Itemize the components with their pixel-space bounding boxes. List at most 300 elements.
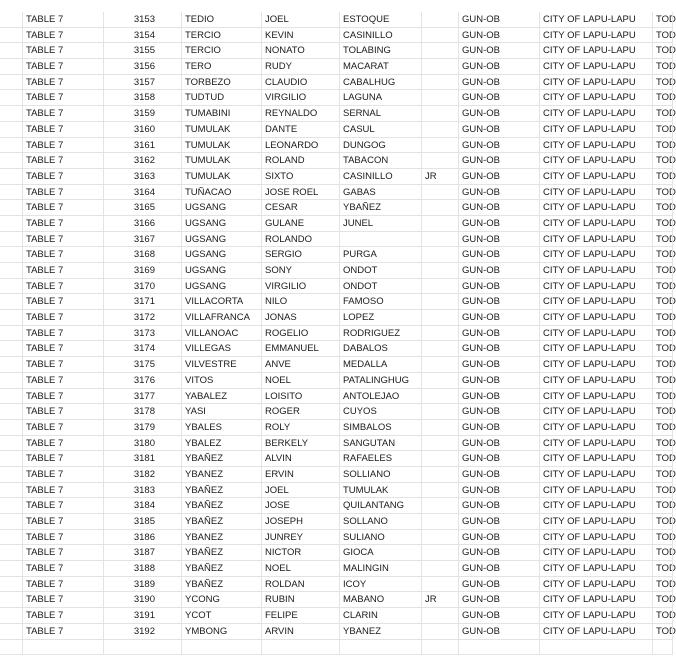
district-cell[interactable]: TOD [652,75,673,90]
district-cell[interactable]: TOD [652,373,673,388]
suffix-cell[interactable] [421,341,458,356]
surname-cell[interactable]: VILVESTRE [181,357,261,372]
district-cell[interactable]: TOD [652,122,673,137]
first-name-cell[interactable]: ARVIN [261,624,339,639]
district-cell[interactable]: TOD [652,263,673,278]
suffix-cell[interactable] [421,420,458,435]
surname-cell[interactable]: TERCIO [181,43,261,58]
city-cell[interactable]: CITY OF LAPU-LAPU [539,200,652,215]
first-name-cell[interactable]: NICTOR [261,545,339,560]
barangay-cell[interactable]: GUN-OB [458,389,539,404]
number-cell[interactable]: 3191 [103,608,181,623]
city-cell[interactable]: CITY OF LAPU-LAPU [539,106,652,121]
barangay-cell[interactable]: GUN-OB [458,12,539,27]
middle-name-cell[interactable] [339,232,421,247]
middle-name-cell[interactable]: DUNGOG [339,138,421,153]
middle-name-cell[interactable]: MEDALLA [339,357,421,372]
suffix-cell[interactable] [421,389,458,404]
number-cell[interactable]: 3154 [103,28,181,43]
barangay-cell[interactable]: GUN-OB [458,483,539,498]
table-cell[interactable] [22,640,103,655]
number-cell[interactable]: 3158 [103,90,181,105]
number-cell[interactable]: 3176 [103,373,181,388]
barangay-cell[interactable]: GUN-OB [458,592,539,607]
city-cell[interactable]: CITY OF LAPU-LAPU [539,263,652,278]
barangay-cell[interactable]: GUN-OB [458,357,539,372]
number-cell[interactable]: 3184 [103,498,181,513]
table-cell[interactable]: TABLE 7 [22,373,103,388]
first-name-cell[interactable]: VIRGILIO [261,279,339,294]
barangay-cell[interactable]: GUN-OB [458,404,539,419]
suffix-cell[interactable] [421,467,458,482]
table-cell[interactable]: TABLE 7 [22,326,103,341]
number-cell[interactable]: 3163 [103,169,181,184]
surname-cell[interactable]: TEDIO [181,12,261,27]
city-cell[interactable]: CITY OF LAPU-LAPU [539,59,652,74]
suffix-cell[interactable]: JR [421,169,458,184]
suffix-cell[interactable] [421,530,458,545]
middle-name-cell[interactable]: CASINILLO [339,169,421,184]
city-cell[interactable]: CITY OF LAPU-LAPU [539,232,652,247]
suffix-cell[interactable] [421,28,458,43]
surname-cell[interactable]: YBANEZ [181,467,261,482]
surname-cell[interactable]: UGSANG [181,216,261,231]
middle-name-cell[interactable]: DABALOS [339,341,421,356]
barangay-cell[interactable]: GUN-OB [458,545,539,560]
district-cell[interactable]: TOD [652,12,673,27]
table-cell[interactable]: TABLE 7 [22,200,103,215]
middle-name-cell[interactable]: ONDOT [339,279,421,294]
number-cell[interactable]: 3173 [103,326,181,341]
suffix-cell[interactable] [421,185,458,200]
barangay-cell[interactable] [458,640,539,655]
suffix-cell[interactable] [421,153,458,168]
district-cell[interactable]: TOD [652,153,673,168]
first-name-cell[interactable]: SIXTO [261,169,339,184]
barangay-cell[interactable]: GUN-OB [458,216,539,231]
first-name-cell[interactable]: EMMANUEL [261,341,339,356]
number-cell[interactable]: 3183 [103,483,181,498]
city-cell[interactable]: CITY OF LAPU-LAPU [539,592,652,607]
suffix-cell[interactable] [421,247,458,262]
barangay-cell[interactable]: GUN-OB [458,467,539,482]
suffix-cell[interactable] [421,279,458,294]
district-cell[interactable]: TOD [652,138,673,153]
middle-name-cell[interactable]: CUYOS [339,404,421,419]
barangay-cell[interactable]: GUN-OB [458,561,539,576]
city-cell[interactable]: CITY OF LAPU-LAPU [539,279,652,294]
middle-name-cell[interactable]: YBANEZ [339,624,421,639]
barangay-cell[interactable]: GUN-OB [458,106,539,121]
suffix-cell[interactable]: JR [421,592,458,607]
district-cell[interactable]: TOD [652,200,673,215]
surname-cell[interactable]: UGSANG [181,232,261,247]
barangay-cell[interactable]: GUN-OB [458,294,539,309]
first-name-cell[interactable]: JOSE [261,498,339,513]
middle-name-cell[interactable]: SIMBALOS [339,420,421,435]
number-cell[interactable]: 3177 [103,389,181,404]
suffix-cell[interactable] [421,483,458,498]
surname-cell[interactable]: YCOT [181,608,261,623]
city-cell[interactable] [539,640,652,655]
city-cell[interactable]: CITY OF LAPU-LAPU [539,436,652,451]
table-cell[interactable]: TABLE 7 [22,467,103,482]
surname-cell[interactable]: YBAÑEZ [181,545,261,560]
table-cell[interactable]: TABLE 7 [22,169,103,184]
surname-cell[interactable]: UGSANG [181,279,261,294]
surname-cell[interactable]: YCONG [181,592,261,607]
first-name-cell[interactable]: REYNALDO [261,106,339,121]
barangay-cell[interactable]: GUN-OB [458,200,539,215]
surname-cell[interactable]: TUMULAK [181,122,261,137]
first-name-cell[interactable]: ROLDAN [261,577,339,592]
district-cell[interactable]: TOD [652,577,673,592]
city-cell[interactable]: CITY OF LAPU-LAPU [539,28,652,43]
table-cell[interactable]: TABLE 7 [22,12,103,27]
district-cell[interactable]: TOD [652,294,673,309]
district-cell[interactable]: TOD [652,28,673,43]
middle-name-cell[interactable]: RODRIGUEZ [339,326,421,341]
middle-name-cell[interactable]: GABAS [339,185,421,200]
table-cell[interactable]: TABLE 7 [22,436,103,451]
number-cell[interactable]: 3171 [103,294,181,309]
suffix-cell[interactable] [421,138,458,153]
city-cell[interactable]: CITY OF LAPU-LAPU [539,608,652,623]
middle-name-cell[interactable]: TOLABING [339,43,421,58]
barangay-cell[interactable]: GUN-OB [458,420,539,435]
barangay-cell[interactable]: GUN-OB [458,59,539,74]
middle-name-cell[interactable]: FAMOSO [339,294,421,309]
table-cell[interactable]: TABLE 7 [22,310,103,325]
city-cell[interactable]: CITY OF LAPU-LAPU [539,530,652,545]
first-name-cell[interactable]: CLAUDIO [261,75,339,90]
middle-name-cell[interactable]: CABALHUG [339,75,421,90]
surname-cell[interactable]: UGSANG [181,263,261,278]
first-name-cell[interactable] [261,640,339,655]
suffix-cell[interactable] [421,43,458,58]
surname-cell[interactable]: YBANEZ [181,530,261,545]
barangay-cell[interactable]: GUN-OB [458,436,539,451]
surname-cell[interactable]: UGSANG [181,247,261,262]
district-cell[interactable]: TOD [652,420,673,435]
number-cell[interactable]: 3162 [103,153,181,168]
number-cell[interactable]: 3189 [103,577,181,592]
table-cell[interactable]: TABLE 7 [22,232,103,247]
suffix-cell[interactable] [421,200,458,215]
barangay-cell[interactable]: GUN-OB [458,75,539,90]
barangay-cell[interactable]: GUN-OB [458,310,539,325]
barangay-cell[interactable]: GUN-OB [458,247,539,262]
number-cell[interactable]: 3181 [103,451,181,466]
suffix-cell[interactable] [421,106,458,121]
barangay-cell[interactable]: GUN-OB [458,138,539,153]
suffix-cell[interactable] [421,451,458,466]
number-cell[interactable]: 3166 [103,216,181,231]
first-name-cell[interactable]: ERVIN [261,467,339,482]
district-cell[interactable]: TOD [652,451,673,466]
surname-cell[interactable]: TUMULAK [181,169,261,184]
suffix-cell[interactable] [421,122,458,137]
middle-name-cell[interactable]: ESTOQUE [339,12,421,27]
city-cell[interactable]: CITY OF LAPU-LAPU [539,357,652,372]
surname-cell[interactable]: YBAÑEZ [181,498,261,513]
first-name-cell[interactable]: JONAS [261,310,339,325]
city-cell[interactable]: CITY OF LAPU-LAPU [539,545,652,560]
surname-cell[interactable]: TUÑACAO [181,185,261,200]
barangay-cell[interactable]: GUN-OB [458,28,539,43]
surname-cell[interactable]: TORBEZO [181,75,261,90]
barangay-cell[interactable]: GUN-OB [458,43,539,58]
middle-name-cell[interactable]: CASUL [339,122,421,137]
district-cell[interactable]: TOD [652,43,673,58]
table-cell[interactable]: TABLE 7 [22,530,103,545]
barangay-cell[interactable]: GUN-OB [458,451,539,466]
surname-cell[interactable]: YBALES [181,420,261,435]
table-cell[interactable]: TABLE 7 [22,43,103,58]
table-cell[interactable]: TABLE 7 [22,357,103,372]
first-name-cell[interactable]: ROGER [261,404,339,419]
table-cell[interactable]: TABLE 7 [22,498,103,513]
surname-cell[interactable]: UGSANG [181,200,261,215]
city-cell[interactable]: CITY OF LAPU-LAPU [539,138,652,153]
table-cell[interactable]: TABLE 7 [22,279,103,294]
number-cell[interactable]: 3185 [103,514,181,529]
city-cell[interactable]: CITY OF LAPU-LAPU [539,514,652,529]
suffix-cell[interactable] [421,12,458,27]
number-cell[interactable]: 3179 [103,420,181,435]
middle-name-cell[interactable]: CLARIN [339,608,421,623]
district-cell[interactable]: TOD [652,545,673,560]
city-cell[interactable]: CITY OF LAPU-LAPU [539,561,652,576]
district-cell[interactable]: TOD [652,326,673,341]
table-cell[interactable]: TABLE 7 [22,624,103,639]
number-cell[interactable]: 3161 [103,138,181,153]
city-cell[interactable]: CITY OF LAPU-LAPU [539,90,652,105]
district-cell[interactable]: TOD [652,185,673,200]
table-cell[interactable]: TABLE 7 [22,420,103,435]
number-cell[interactable]: 3180 [103,436,181,451]
first-name-cell[interactable]: SONY [261,263,339,278]
barangay-cell[interactable]: GUN-OB [458,90,539,105]
barangay-cell[interactable]: GUN-OB [458,232,539,247]
suffix-cell[interactable] [421,90,458,105]
number-cell[interactable]: 3164 [103,185,181,200]
table-cell[interactable]: TABLE 7 [22,608,103,623]
number-cell[interactable]: 3178 [103,404,181,419]
district-cell[interactable] [652,640,673,655]
first-name-cell[interactable]: ROLAND [261,153,339,168]
middle-name-cell[interactable]: QUILANTANG [339,498,421,513]
number-cell[interactable]: 3186 [103,530,181,545]
number-cell[interactable]: 3187 [103,545,181,560]
middle-name-cell[interactable]: MACARAT [339,59,421,74]
table-cell[interactable]: TABLE 7 [22,577,103,592]
number-cell[interactable]: 3160 [103,122,181,137]
suffix-cell[interactable] [421,232,458,247]
first-name-cell[interactable]: NILO [261,294,339,309]
district-cell[interactable]: TOD [652,592,673,607]
table-cell[interactable]: TABLE 7 [22,341,103,356]
number-cell[interactable]: 3182 [103,467,181,482]
suffix-cell[interactable] [421,545,458,560]
surname-cell[interactable]: VILLACORTA [181,294,261,309]
barangay-cell[interactable]: GUN-OB [458,514,539,529]
table-cell[interactable]: TABLE 7 [22,294,103,309]
city-cell[interactable]: CITY OF LAPU-LAPU [539,577,652,592]
city-cell[interactable]: CITY OF LAPU-LAPU [539,43,652,58]
district-cell[interactable]: TOD [652,498,673,513]
middle-name-cell[interactable]: YBAÑEZ [339,200,421,215]
suffix-cell[interactable] [421,608,458,623]
district-cell[interactable]: TOD [652,279,673,294]
number-cell[interactable]: 3190 [103,592,181,607]
first-name-cell[interactable]: KEVIN [261,28,339,43]
middle-name-cell[interactable]: PATALINGHUG [339,373,421,388]
first-name-cell[interactable]: JOEL [261,12,339,27]
first-name-cell[interactable]: ANVE [261,357,339,372]
surname-cell[interactable]: YBAÑEZ [181,483,261,498]
barangay-cell[interactable]: GUN-OB [458,373,539,388]
middle-name-cell[interactable]: JUNEL [339,216,421,231]
number-cell[interactable]: 3192 [103,624,181,639]
table-cell[interactable]: TABLE 7 [22,404,103,419]
suffix-cell[interactable] [421,577,458,592]
city-cell[interactable]: CITY OF LAPU-LAPU [539,153,652,168]
first-name-cell[interactable]: VIRGILIO [261,90,339,105]
middle-name-cell[interactable]: ONDOT [339,263,421,278]
first-name-cell[interactable]: NOEL [261,561,339,576]
suffix-cell[interactable] [421,294,458,309]
first-name-cell[interactable]: ROLY [261,420,339,435]
surname-cell[interactable]: VITOS [181,373,261,388]
first-name-cell[interactable]: JOSEPH [261,514,339,529]
barangay-cell[interactable]: GUN-OB [458,326,539,341]
city-cell[interactable]: CITY OF LAPU-LAPU [539,169,652,184]
table-cell[interactable]: TABLE 7 [22,561,103,576]
suffix-cell[interactable] [421,59,458,74]
middle-name-cell[interactable]: SOLLANO [339,514,421,529]
district-cell[interactable]: TOD [652,310,673,325]
district-cell[interactable]: TOD [652,624,673,639]
barangay-cell[interactable]: GUN-OB [458,185,539,200]
first-name-cell[interactable]: NONATO [261,43,339,58]
middle-name-cell[interactable]: PURGA [339,247,421,262]
suffix-cell[interactable] [421,498,458,513]
barangay-cell[interactable]: GUN-OB [458,608,539,623]
district-cell[interactable]: TOD [652,59,673,74]
first-name-cell[interactable]: GULANE [261,216,339,231]
number-cell[interactable]: 3170 [103,279,181,294]
first-name-cell[interactable]: ALVIN [261,451,339,466]
table-cell[interactable]: TABLE 7 [22,451,103,466]
suffix-cell[interactable] [421,216,458,231]
city-cell[interactable]: CITY OF LAPU-LAPU [539,216,652,231]
middle-name-cell[interactable]: ICOY [339,577,421,592]
surname-cell[interactable]: TUMABINI [181,106,261,121]
barangay-cell[interactable]: GUN-OB [458,577,539,592]
surname-cell[interactable]: YBAÑEZ [181,514,261,529]
city-cell[interactable]: CITY OF LAPU-LAPU [539,420,652,435]
district-cell[interactable]: TOD [652,404,673,419]
number-cell[interactable]: 3153 [103,12,181,27]
table-cell[interactable]: TABLE 7 [22,122,103,137]
city-cell[interactable]: CITY OF LAPU-LAPU [539,326,652,341]
district-cell[interactable]: TOD [652,389,673,404]
first-name-cell[interactable]: SERGIO [261,247,339,262]
surname-cell[interactable]: TUDTUD [181,90,261,105]
surname-cell[interactable]: TUMULAK [181,153,261,168]
number-cell[interactable]: 3157 [103,75,181,90]
number-cell[interactable]: 3174 [103,341,181,356]
table-cell[interactable]: TABLE 7 [22,28,103,43]
district-cell[interactable]: TOD [652,106,673,121]
surname-cell[interactable]: YBAÑEZ [181,561,261,576]
barangay-cell[interactable]: GUN-OB [458,279,539,294]
first-name-cell[interactable]: LOISITO [261,389,339,404]
surname-cell[interactable]: VILLAFRANCA [181,310,261,325]
first-name-cell[interactable]: ROLANDO [261,232,339,247]
surname-cell[interactable]: VILLANOAC [181,326,261,341]
middle-name-cell[interactable]: CASINILLO [339,28,421,43]
barangay-cell[interactable]: GUN-OB [458,624,539,639]
table-cell[interactable]: TABLE 7 [22,185,103,200]
table-cell[interactable]: TABLE 7 [22,59,103,74]
first-name-cell[interactable]: RUDY [261,59,339,74]
first-name-cell[interactable]: RUBIN [261,592,339,607]
number-cell[interactable]: 3168 [103,247,181,262]
table-cell[interactable]: TABLE 7 [22,216,103,231]
middle-name-cell[interactable]: TABACON [339,153,421,168]
table-cell[interactable]: TABLE 7 [22,138,103,153]
table-cell[interactable]: TABLE 7 [22,389,103,404]
barangay-cell[interactable]: GUN-OB [458,153,539,168]
table-cell[interactable]: TABLE 7 [22,545,103,560]
barangay-cell[interactable]: GUN-OB [458,530,539,545]
number-cell[interactable]: 3156 [103,59,181,74]
middle-name-cell[interactable]: SERNAL [339,106,421,121]
number-cell[interactable]: 3172 [103,310,181,325]
district-cell[interactable]: TOD [652,90,673,105]
first-name-cell[interactable]: BERKELY [261,436,339,451]
table-cell[interactable]: TABLE 7 [22,90,103,105]
city-cell[interactable]: CITY OF LAPU-LAPU [539,467,652,482]
suffix-cell[interactable] [421,357,458,372]
number-cell[interactable]: 3159 [103,106,181,121]
district-cell[interactable]: TOD [652,436,673,451]
table-cell[interactable]: TABLE 7 [22,106,103,121]
middle-name-cell[interactable]: MABANO [339,592,421,607]
district-cell[interactable]: TOD [652,169,673,184]
middle-name-cell[interactable]: MALINGIN [339,561,421,576]
number-cell[interactable] [103,640,181,655]
city-cell[interactable]: CITY OF LAPU-LAPU [539,624,652,639]
district-cell[interactable]: TOD [652,530,673,545]
suffix-cell[interactable] [421,640,458,655]
suffix-cell[interactable] [421,75,458,90]
table-cell[interactable]: TABLE 7 [22,153,103,168]
surname-cell[interactable]: YBAÑEZ [181,451,261,466]
city-cell[interactable]: CITY OF LAPU-LAPU [539,373,652,388]
city-cell[interactable]: CITY OF LAPU-LAPU [539,294,652,309]
suffix-cell[interactable] [421,310,458,325]
district-cell[interactable]: TOD [652,467,673,482]
surname-cell[interactable]: YASI [181,404,261,419]
number-cell[interactable]: 3167 [103,232,181,247]
barangay-cell[interactable]: GUN-OB [458,498,539,513]
middle-name-cell[interactable]: TUMULAK [339,483,421,498]
middle-name-cell[interactable]: SANGUTAN [339,436,421,451]
district-cell[interactable]: TOD [652,561,673,576]
